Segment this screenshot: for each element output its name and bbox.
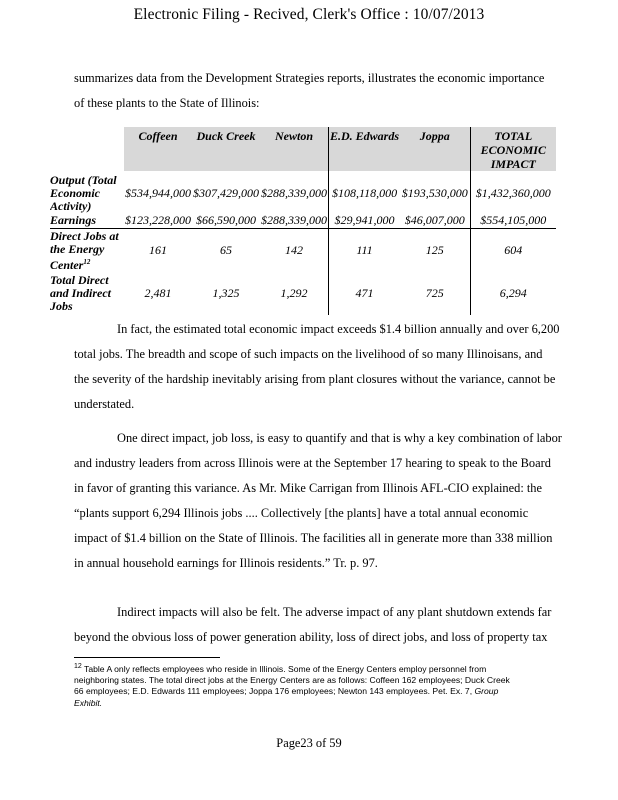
table-cell: $288,339,000 — [261, 213, 327, 227]
footnote-line — [74, 661, 554, 675]
footnote-ref: 12 — [83, 257, 91, 266]
table-cell: 1,325 — [212, 286, 240, 300]
table-corner — [50, 127, 124, 171]
table-cell: 125 — [400, 229, 470, 273]
column-header: Duck Creek — [192, 127, 260, 171]
table-cell: 161 — [149, 243, 167, 258]
text-line: One direct impact, job loss, is easy to quantify and that is why a key combination of labor — [117, 431, 562, 445]
table-header-row — [50, 127, 556, 171]
text-line: and industry leaders from across Illinois were at the September 17 hearing to speak to the Board — [74, 456, 551, 470]
text-line: beyond the obvious loss of power generation ability, loss of direct jobs, and loss of property tax — [74, 630, 548, 644]
footnote-text: Table A only reflects employees who reside in Illinois. Some of the Energy Centers employ personnel from — [81, 663, 487, 674]
table-cell: 1,292 — [280, 286, 308, 300]
table-cell: 604 — [504, 243, 523, 258]
table-row — [50, 273, 556, 315]
table-cell: 471 — [329, 273, 401, 315]
text-line: understated. — [74, 397, 135, 411]
table-cell: 111 — [329, 229, 401, 273]
job-loss-paragraph — [74, 426, 594, 576]
table-cell: 2,481 — [144, 286, 172, 300]
text-line: total jobs. The breadth and scope of such impacts on the livelihood of so many Illinoisans, and — [74, 347, 543, 361]
footnote-divider — [74, 657, 220, 658]
table-cell: $46,007,000 — [400, 213, 470, 229]
table-row — [50, 171, 556, 213]
table-cell: $307,429,000 — [193, 185, 259, 200]
page-number: Page23 of 59 — [276, 736, 342, 750]
table-cell: 142 — [285, 243, 303, 258]
economic-impact-table — [50, 127, 556, 315]
text-line: “plants support 6,294 Illinois jobs .... Collectively [the plants] have a total annual economic — [74, 506, 529, 520]
footnote-line: neighboring states. The total direct jobs at the Energy Centers are as follows: Coffeen 162 employees; Duck Creek — [74, 675, 510, 686]
table-row — [50, 213, 556, 229]
text-line: in annual household earnings for Illinois residents.” Tr. p. 97. — [74, 556, 378, 570]
table-cell: $193,530,000 — [400, 171, 470, 213]
footnote — [74, 661, 554, 709]
text-line: impact of $1.4 billion on the State of Illinois. The facilities all in generate more than 338 million — [74, 531, 553, 545]
text-line: the severity of the hardship inevitably arising from plant closures without the variance, cannot be — [74, 372, 556, 386]
text-line: of these plants to the State of Illinois: — [74, 96, 260, 110]
row-label — [50, 229, 124, 273]
table-cell: $123,228,000 — [125, 213, 191, 227]
table-cell: 6,294 — [499, 286, 527, 300]
row-label: Output (Total Economic Activity) — [50, 172, 117, 213]
column-header: E.D. Edwards — [329, 127, 401, 171]
row-label-text: Direct Jobs at the Energy Center — [50, 228, 119, 272]
row-label: Earnings — [50, 213, 124, 229]
table-cell: $1,432,360,000 — [475, 185, 551, 200]
column-header: Coffeen — [124, 127, 192, 171]
footnote-italic: Group — [474, 686, 499, 697]
text-line: in favor of granting this variance. As Mr. Mike Carrigan from Illinois AFL-CIO explained: the — [74, 481, 542, 495]
footnote-line: Exhibit. — [74, 697, 103, 708]
table-cell: $108,118,000 — [329, 171, 401, 213]
indirect-impacts-paragraph — [74, 600, 594, 650]
table-cell: $534,944,000 — [125, 185, 191, 200]
footnote-number: 12 — [74, 663, 82, 670]
table-cell: $66,590,000 — [192, 213, 260, 229]
footnote-line — [74, 686, 554, 697]
text-line: In fact, the estimated total economic impact exceeds $1.4 billion annually and over 6,200 — [117, 322, 560, 336]
intro-paragraph — [74, 66, 594, 116]
electronic-filing-header: Electronic Filing - Recived, Clerk's Office : 10/07/2013 — [133, 6, 485, 23]
table-cell: $554,105,000 — [470, 213, 556, 229]
text-line: Indirect impacts will also be felt. The adverse impact of any plant shutdown extends far — [117, 605, 552, 619]
table-cell: 725 — [400, 273, 470, 315]
table-cell: $29,941,000 — [329, 213, 401, 229]
column-header: Joppa — [400, 127, 470, 171]
row-label: Total Direct and Indirect Jobs — [50, 273, 112, 313]
text-line: summarizes data from the Development Strategies reports, illustrates the economic importance — [74, 71, 545, 85]
table-cell: 65 — [220, 243, 232, 258]
impact-paragraph — [74, 317, 594, 417]
column-header: TOTAL ECONOMIC IMPACT — [470, 127, 556, 171]
column-header: Newton — [260, 127, 329, 171]
footnote-text: 66 employees; E.D. Edwards 111 employees; Joppa 176 employees; Newton 143 employees. Pet. Ex. 7, — [74, 686, 475, 697]
table-row — [50, 229, 556, 273]
table-cell: $288,339,000 — [261, 185, 327, 200]
